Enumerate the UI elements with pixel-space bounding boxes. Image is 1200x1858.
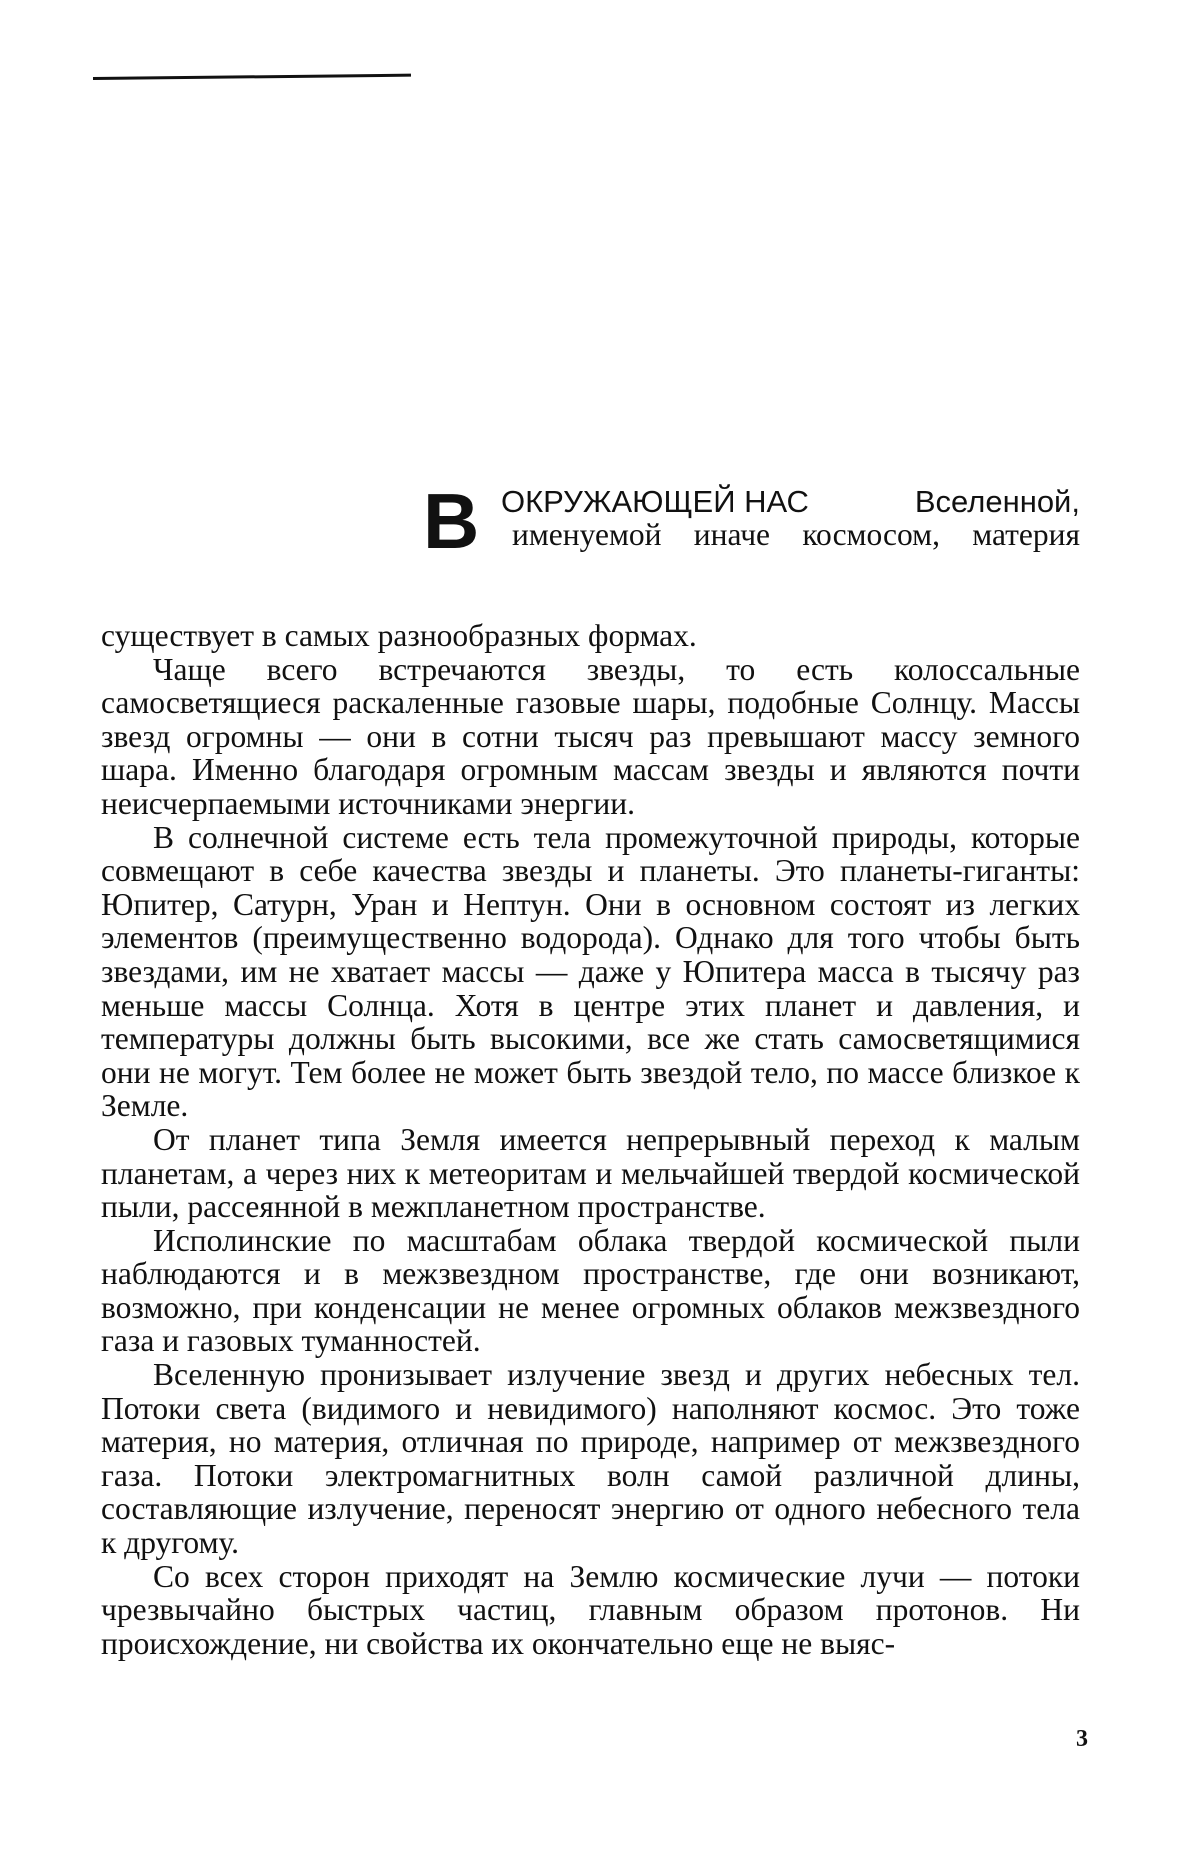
paragraph-stars: Чаще всего встречаются звезды, то есть колоссальные самосветящиеся раскаленные газовые шары, подобные Солнцу. Массы звезд огромны — они в сотни тысяч раз превышают массу земного шара. Именно благодаря огромным массам звезды и являются почти неисчерпаемыми источниками энергии. [101,651,1080,821]
paragraph-small-planets: От планет типа Земля имеется непрерывный переход к малым планетам, а через них к метеоритам и мельчайшей твердой космической пыли, рассеянной в межпланетном пространстве. [101,1121,1080,1225]
page-text [101,477,1080,1661]
opening-head [101,477,1080,565]
opening-rest: существует в самых разнообразных формах. [101,618,697,653]
opening-line-2: именуемой иначе космосом, материя [512,517,1080,552]
page-number: 3 [1076,1726,1088,1752]
opening-line-1 [501,485,1080,519]
opening-paragraph [101,477,1080,653]
top-rule [93,74,411,80]
paragraph-radiation: Вселенную пронизывает излучение звезд и других небесных тел. Потоки света (видимого и невидимого) наполняют космос. Это тоже материя, но материя, отличная по природе, например от межзвездного газа. Потоки электромагнитных волн самой различной длины, составляющие излучение, переносят энергию от одного небесного тела к другому. [101,1357,1080,1561]
opening-line-1-tail: Вселенной, [914,484,1080,519]
drop-cap: В [423,477,480,565]
paragraph-cosmic-dust: Исполинские по масштабам облака твердой космической пыли наблюдаются и в межзвездном пространстве, где они возникают, возможно, при конденсации не менее огромных облаков межзвездного газа и газовых туманностей. [101,1222,1080,1359]
paragraph-giant-planets: В солнечной системе есть тела промежуточной природы, которые совмещают в себе качества звезды и планеты. Это планеты-гиганты: Юпитер, Сатурн, Уран и Нептун. Они в основном состоят из легких элементов (преимущественно водорода). Однако для того чтобы быть звездами, им не хватает массы — даже у Юпитера масса в тысячу раз меньше массы Солнца. Хотя в центре этих планет и давления, и температуры должны быть высокими, все же стать самосветящимися они не могут. Тем более не может быть звездой тело, по массе близкое к Земле. [101,819,1080,1124]
opening-caps: ОКРУЖАЮЩЕЙ НАС [501,484,809,519]
paragraph-cosmic-rays: Со всех сторон приходят на Землю космические лучи — потоки чрезвычайно быстрых частиц, главным образом протонов. Ни происхождение, ни свойства их окончательно еще не выяс- [101,1558,1080,1661]
